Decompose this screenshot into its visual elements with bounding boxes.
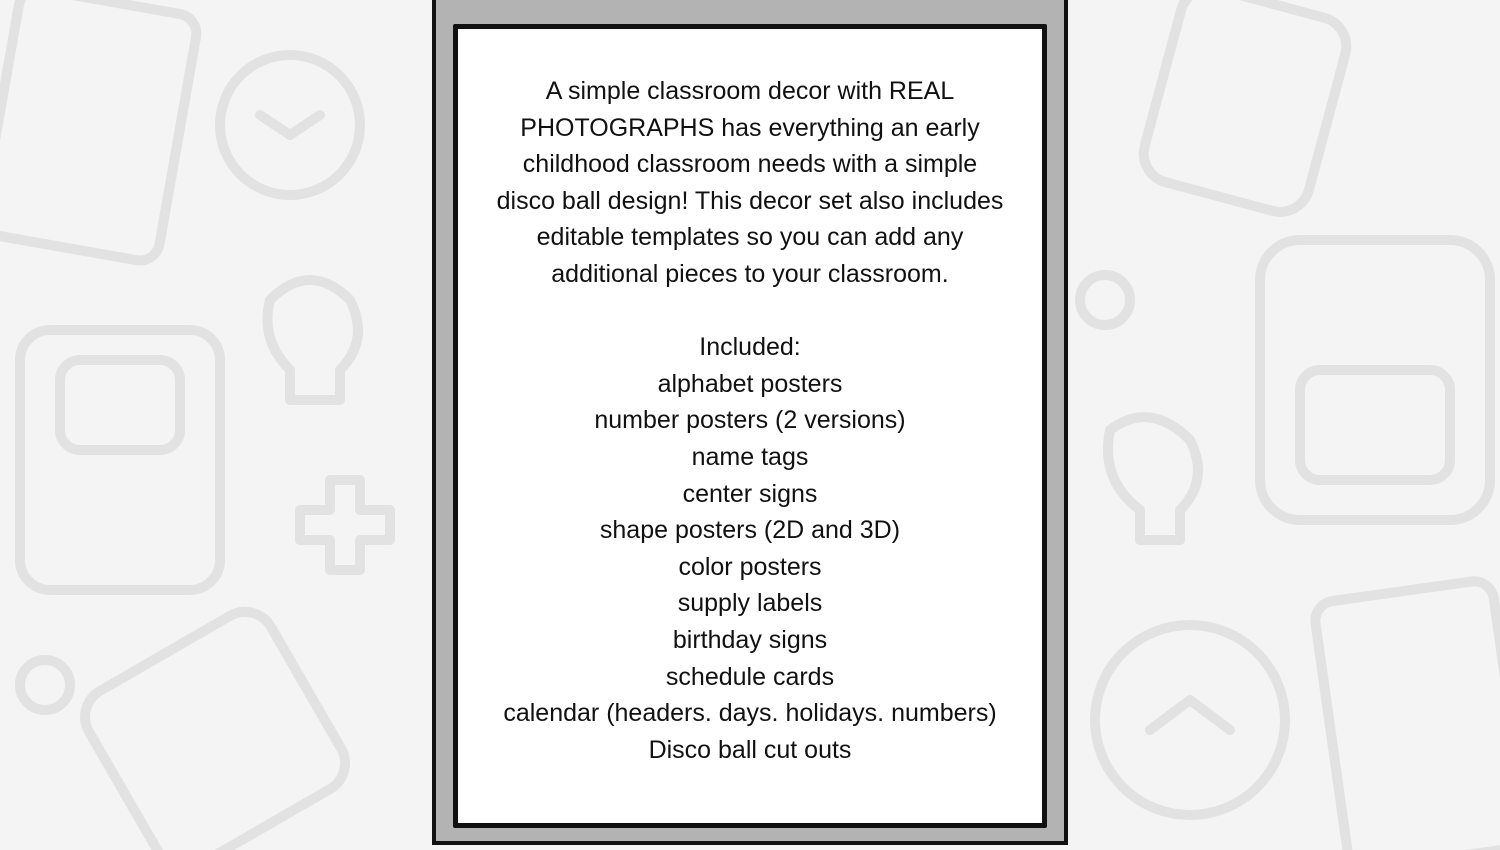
- poster-card: [453, 24, 1047, 828]
- description-line: A simple classroom decor with REAL: [545, 77, 955, 105]
- included-item: supply labels: [677, 589, 823, 618]
- calculator-icon: [1137, 0, 1353, 219]
- included-item: number posters (2 versions): [594, 406, 906, 435]
- included-item: alphabet posters: [657, 369, 843, 398]
- included-item: center signs: [682, 479, 818, 508]
- description-line: PHOTOGRAPHS has everything an early: [520, 113, 980, 142]
- included-item: calendar (headers. days. holidays. numbers): [503, 699, 997, 728]
- book-icon: [0, 0, 199, 264]
- included-item: schedule cards: [665, 662, 835, 691]
- description-line: editable templates so you can add any: [536, 223, 964, 252]
- clock-icon: [220, 55, 360, 195]
- book-icon: [20, 330, 220, 590]
- clock-icon: [1095, 625, 1285, 815]
- included-item: shape posters (2D and 3D): [599, 516, 901, 545]
- description-line: childhood classroom needs with a simple: [522, 150, 978, 179]
- poster-text: [458, 73, 1042, 768]
- included-item: name tags: [691, 442, 809, 471]
- calculator-icon: [74, 601, 356, 850]
- included-item: Disco ball cut outs: [648, 735, 852, 764]
- included-item: color posters: [678, 552, 822, 581]
- description-line: additional pieces to your classroom.: [551, 259, 949, 288]
- plus-icon: [300, 480, 390, 570]
- included-item: birthday signs: [672, 625, 828, 654]
- spacer: [458, 293, 1042, 330]
- lightbulb-icon: [1108, 417, 1198, 540]
- included-heading: Included:: [699, 333, 801, 362]
- description-line: disco ball design! This decor set also includes: [496, 186, 1004, 215]
- lightbulb-icon: [268, 280, 359, 400]
- book-icon: [1313, 579, 1500, 850]
